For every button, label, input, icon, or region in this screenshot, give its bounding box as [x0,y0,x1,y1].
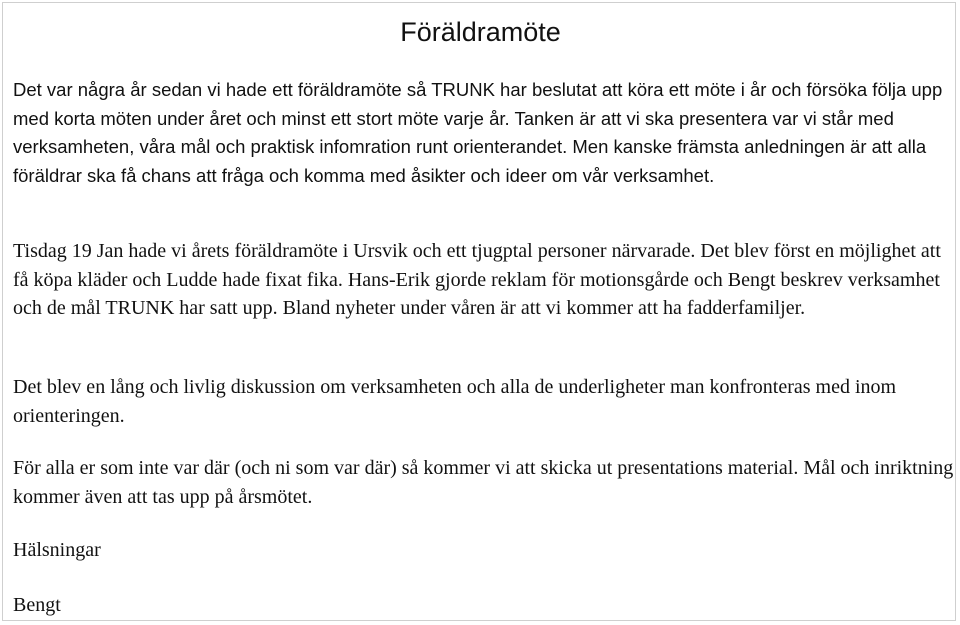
document-title: Föräldramöte [400,17,561,47]
paragraph-discussion: Det blev en lång och livlig diskussion om verksamheten och alla de underligheter man konfronteras med inom orienteringen. [13,376,897,427]
greeting: Hälsningar [13,539,101,561]
paragraph-followup: För alla er som inte var där (och ni som var där) så kommer vi att skicka ut presentations material. Mål och inriktning kommer även att tas upp på årsmötet. [13,457,954,508]
document-page [2,2,956,621]
paragraph-meeting: Tisdag 19 Jan hade vi årets föräldramöte i Ursvik och ett tjugptal personer närvarade. Det blev först en möjlighet att få köpa kläder och Ludde hade fixat fika. Hans-Erik gjorde reklam för motionsgårde och Bengt beskrev verksamhet och de mål TRUNK har satt upp. Bland nyheter under våren är att vi kommer att ha fadderfamiljer. [13,240,941,320]
paragraph-intro: Det var några år sedan vi hade ett föräldramöte så TRUNK har beslutat att köra ett möte i år och försöka följa upp med korta möten under året och minst ett stort möte varje år. Tanken är att vi ska presentera var vi står med verksamheten, våra mål och praktisk infomration runt orienterandet. Men kanske främsta anledningen är att alla föräldrar ska få chans att fråga och komma med åsikter och ideer om vår verksamhet. [13,79,943,186]
signature: Bengt [13,594,61,616]
